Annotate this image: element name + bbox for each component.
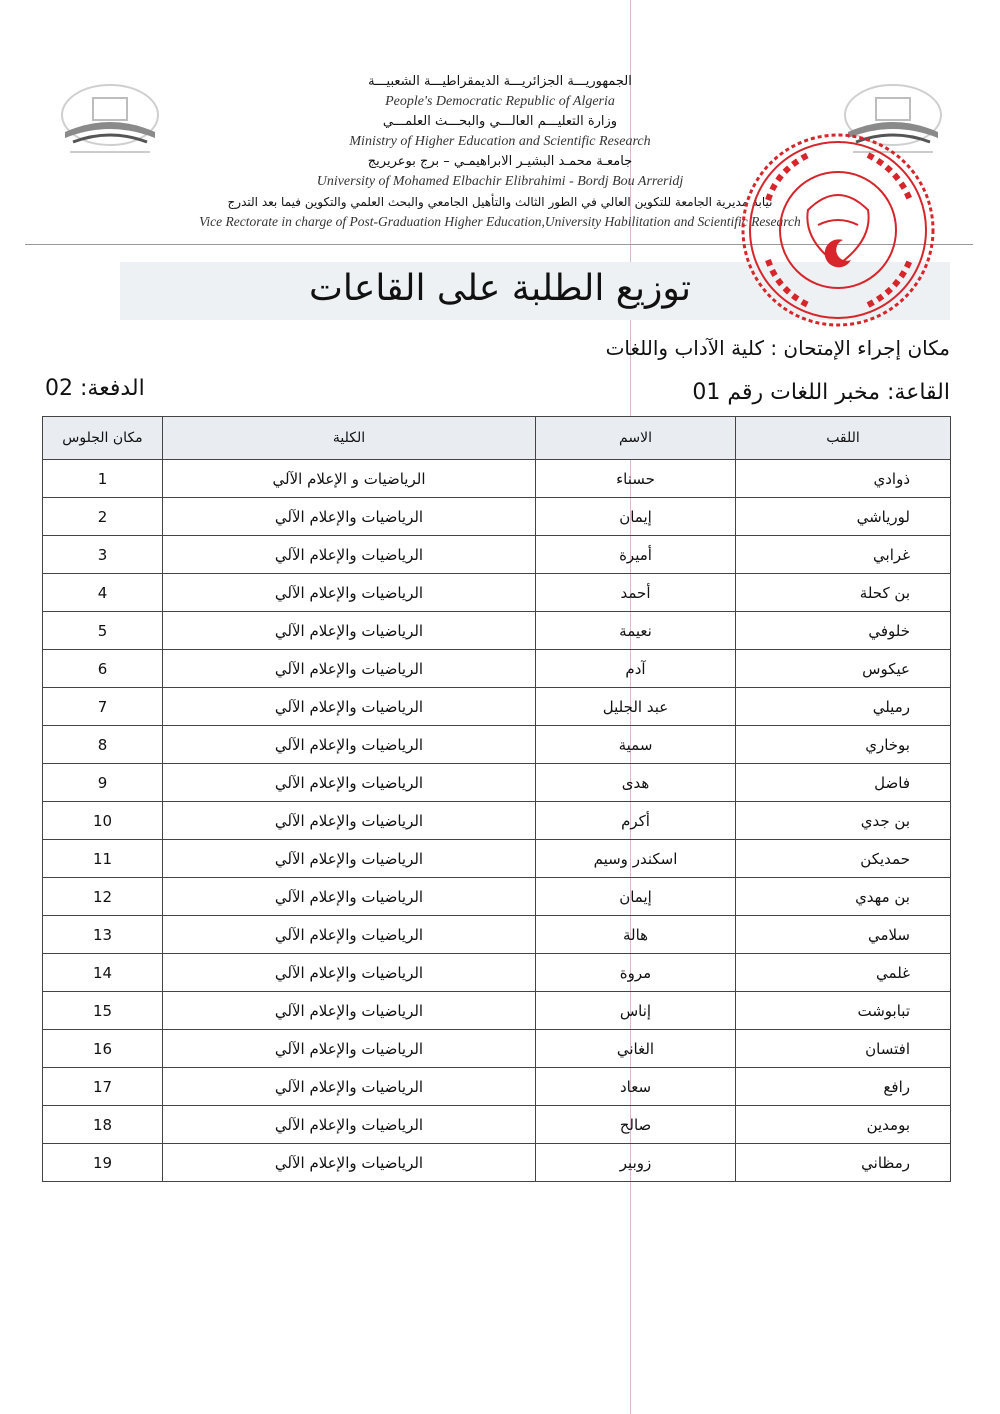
cell-last-name: غلمي xyxy=(736,954,951,992)
cell-seat: 9 xyxy=(43,764,163,802)
cell-faculty: الرياضيات والإعلام الآلي xyxy=(163,574,536,612)
cell-first-name: أحمد xyxy=(536,574,736,612)
table-row xyxy=(43,802,951,840)
batch-number: الدفعة: 02 xyxy=(45,376,145,401)
cell-last-name: رمظاني xyxy=(736,1144,951,1182)
cell-first-name: هالة xyxy=(536,916,736,954)
cell-seat: 1 xyxy=(43,460,163,498)
university-en: University of Mohamed Elbachir Elibrahimi - Bordj Bou Arreridj xyxy=(316,174,684,189)
cell-faculty: الرياضيات والإعلام الآلي xyxy=(163,764,536,802)
cell-faculty: الرياضيات والإعلام الآلي xyxy=(163,1068,536,1106)
cell-first-name: حسناء xyxy=(536,460,736,498)
cell-last-name: حمديكن xyxy=(736,840,951,878)
cell-last-name: رافع xyxy=(736,1068,951,1106)
cell-faculty: الرياضيات والإعلام الآلي xyxy=(163,650,536,688)
cell-last-name: فاضل xyxy=(736,764,951,802)
cell-seat: 17 xyxy=(43,1068,163,1106)
cell-seat: 12 xyxy=(43,878,163,916)
cell-faculty: الرياضيات والإعلام الآلي xyxy=(163,992,536,1030)
cell-first-name: هدى xyxy=(536,764,736,802)
cell-seat: 19 xyxy=(43,1144,163,1182)
cell-first-name: مروة xyxy=(536,954,736,992)
table-row xyxy=(43,992,951,1030)
cell-last-name: لورياشي xyxy=(736,498,951,536)
cell-seat: 3 xyxy=(43,536,163,574)
letterhead xyxy=(180,72,820,232)
cell-first-name: الغاني xyxy=(536,1030,736,1068)
cell-seat: 4 xyxy=(43,574,163,612)
university-logo-left xyxy=(55,80,165,160)
cell-seat: 14 xyxy=(43,954,163,992)
cell-first-name: إناس xyxy=(536,992,736,1030)
republic-en: People's Democratic Republic of Algeria xyxy=(385,94,615,109)
cell-seat: 13 xyxy=(43,916,163,954)
cell-first-name: سمية xyxy=(536,726,736,764)
cell-faculty: الرياضيات والإعلام الآلي xyxy=(163,878,536,916)
exam-place: مكان إجراء الإمتحان : كلية الآداب واللغات xyxy=(605,336,950,360)
cell-seat: 6 xyxy=(43,650,163,688)
cell-last-name: بن جدي xyxy=(736,802,951,840)
table-row xyxy=(43,1106,951,1144)
cell-seat: 2 xyxy=(43,498,163,536)
cell-last-name: رميلي xyxy=(736,688,951,726)
student-distribution-table xyxy=(42,416,951,1182)
cell-first-name: زوبير xyxy=(536,1144,736,1182)
cell-seat: 15 xyxy=(43,992,163,1030)
cell-last-name: تبابوشت xyxy=(736,992,951,1030)
table-row xyxy=(43,650,951,688)
table-row xyxy=(43,536,951,574)
cell-last-name: ذوادي xyxy=(736,460,951,498)
cell-last-name: بومدين xyxy=(736,1106,951,1144)
page-title: توزيع الطلبة على القاعات xyxy=(309,268,691,309)
republic-ar: الجمهوريـــة الجزائريـــة الديمقراطيـــة الشعبيـــة xyxy=(368,74,632,89)
header-seat: مكان الجلوس xyxy=(43,417,163,460)
table-row xyxy=(43,1030,951,1068)
header-last-name: اللقب xyxy=(736,417,951,460)
table-header-row xyxy=(43,417,951,460)
cell-seat: 16 xyxy=(43,1030,163,1068)
ministry-ar: وزارة التعليـــم العالـــي والبحـــث العلمـــي xyxy=(382,114,618,129)
exam-hall: القاعة: مخبر اللغات رقم 01 xyxy=(692,380,950,405)
cell-last-name: عيكوس xyxy=(736,650,951,688)
vice-rectorate-en: Vice Rectorate in charge of Post-Graduation Higher Education,University Habilitation and Scientific Research xyxy=(199,214,801,229)
table-row xyxy=(43,916,951,954)
table-row xyxy=(43,954,951,992)
university-seal-stamp xyxy=(738,130,938,330)
cell-faculty: الرياضيات والإعلام الآلي xyxy=(163,726,536,764)
cell-seat: 8 xyxy=(43,726,163,764)
cell-last-name: بن كحلة xyxy=(736,574,951,612)
cell-first-name: إيمان xyxy=(536,498,736,536)
cell-seat: 11 xyxy=(43,840,163,878)
cell-last-name: افتسان xyxy=(736,1030,951,1068)
cell-seat: 10 xyxy=(43,802,163,840)
cell-faculty: الرياضيات و الإعلام الآلي xyxy=(163,460,536,498)
header-first-name: الاسم xyxy=(536,417,736,460)
cell-first-name: سعاد xyxy=(536,1068,736,1106)
cell-seat: 18 xyxy=(43,1106,163,1144)
cell-first-name: أكرم xyxy=(536,802,736,840)
cell-faculty: الرياضيات والإعلام الآلي xyxy=(163,612,536,650)
cell-faculty: الرياضيات والإعلام الآلي xyxy=(163,688,536,726)
cell-first-name: نعيمة xyxy=(536,612,736,650)
cell-faculty: الرياضيات والإعلام الآلي xyxy=(163,916,536,954)
table-row xyxy=(43,726,951,764)
cell-faculty: الرياضيات والإعلام الآلي xyxy=(163,802,536,840)
table-row xyxy=(43,574,951,612)
cell-last-name: خلوفي xyxy=(736,612,951,650)
table-row xyxy=(43,460,951,498)
cell-first-name: إيمان xyxy=(536,878,736,916)
cell-faculty: الرياضيات والإعلام الآلي xyxy=(163,536,536,574)
cell-first-name: صالح xyxy=(536,1106,736,1144)
cell-first-name: اسكندر وسيم xyxy=(536,840,736,878)
table-row xyxy=(43,688,951,726)
cell-first-name: عبد الجليل xyxy=(536,688,736,726)
header-faculty: الكلية xyxy=(163,417,536,460)
vice-rectorate-ar: نيابة مديرية الجامعة للتكوين العالي في الطور الثالث والتأهيل الجامعي والبحث العلمي والتكوين فيما بعد التدرج xyxy=(227,195,773,209)
cell-first-name: آدم xyxy=(536,650,736,688)
cell-faculty: الرياضيات والإعلام الآلي xyxy=(163,498,536,536)
table-row xyxy=(43,764,951,802)
table-row xyxy=(43,498,951,536)
table-row xyxy=(43,612,951,650)
cell-seat: 5 xyxy=(43,612,163,650)
table-row xyxy=(43,1068,951,1106)
ministry-en: Ministry of Higher Education and Scientific Research xyxy=(349,134,651,149)
table-row xyxy=(43,1144,951,1182)
cell-faculty: الرياضيات والإعلام الآلي xyxy=(163,1144,536,1182)
cell-faculty: الرياضيات والإعلام الآلي xyxy=(163,954,536,992)
cell-last-name: غرابي xyxy=(736,536,951,574)
cell-faculty: الرياضيات والإعلام الآلي xyxy=(163,840,536,878)
cell-first-name: أميرة xyxy=(536,536,736,574)
cell-faculty: الرياضيات والإعلام الآلي xyxy=(163,1030,536,1068)
cell-last-name: بن مهدي xyxy=(736,878,951,916)
table-row xyxy=(43,878,951,916)
university-ar: جامعـة محمـد البشيـر الابراهيمـي – برج بوعريريج xyxy=(367,154,633,169)
cell-last-name: بوخاري xyxy=(736,726,951,764)
table-row xyxy=(43,840,951,878)
cell-seat: 7 xyxy=(43,688,163,726)
cell-last-name: سلامي xyxy=(736,916,951,954)
cell-faculty: الرياضيات والإعلام الآلي xyxy=(163,1106,536,1144)
